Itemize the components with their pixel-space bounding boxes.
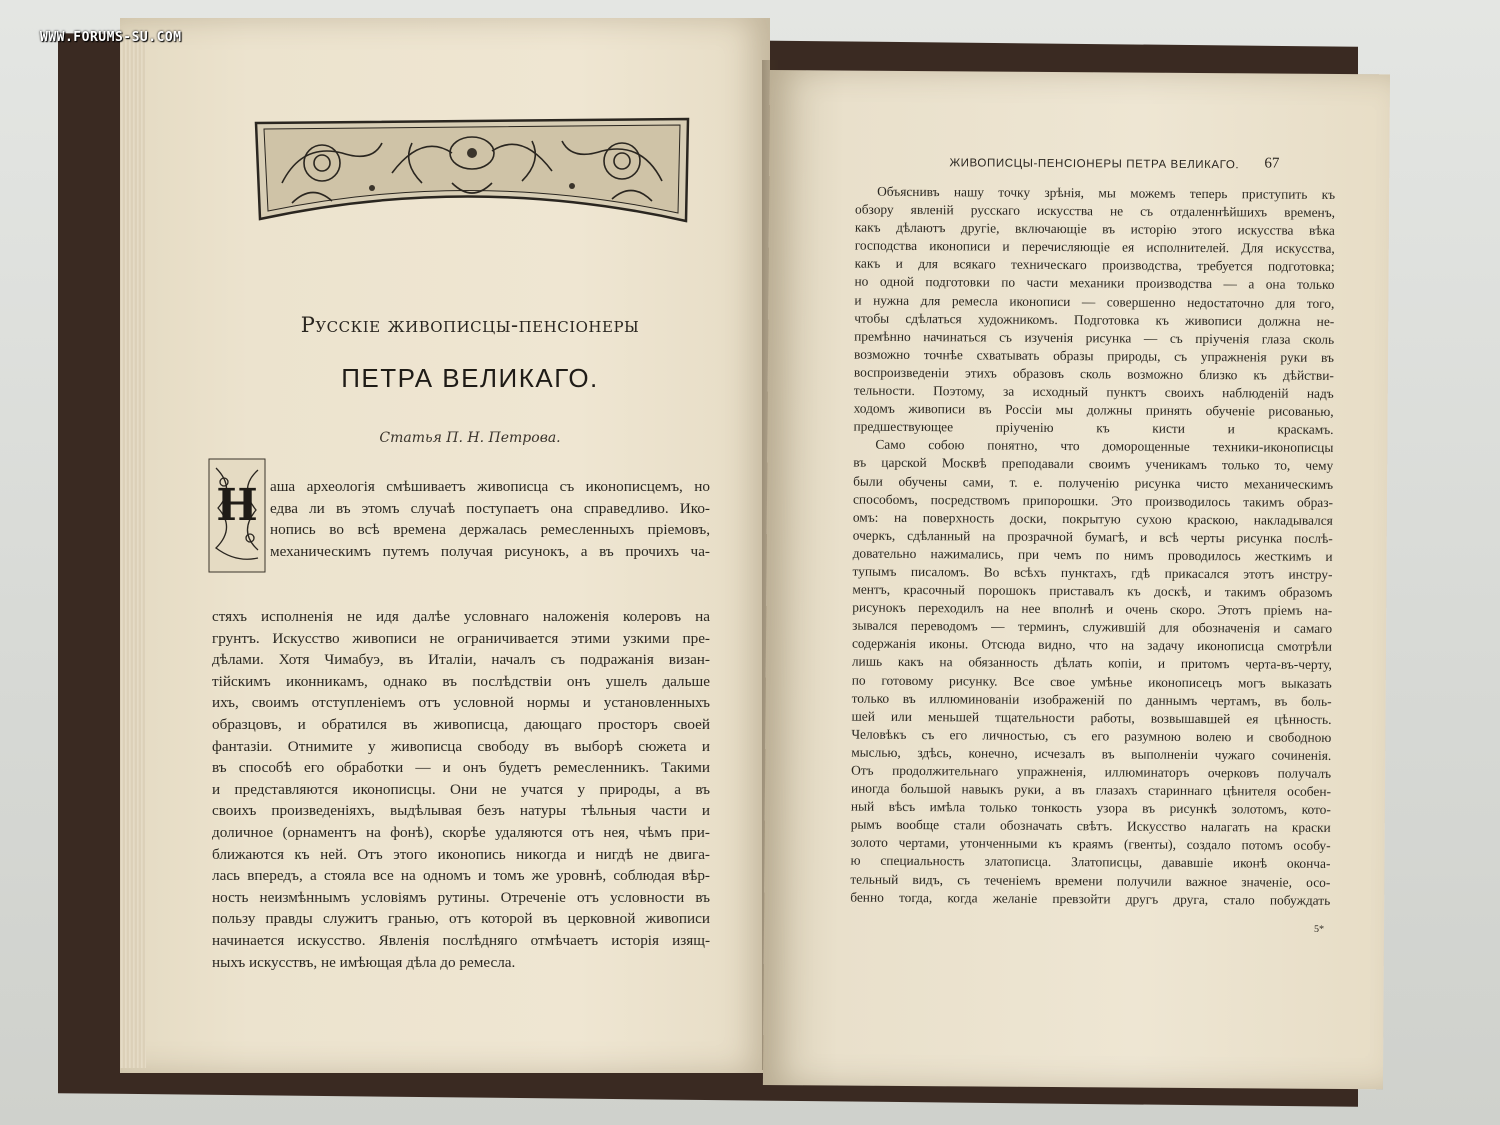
text-line: какъ и для всякаго техническаго производства, требуется подготовка; <box>854 255 1335 275</box>
text-line: золото чертами, утонченными къ краямъ (гвенты), создало потомъ особу- <box>850 834 1331 854</box>
text-line: господства иконописи и перечисляющіе ея исполнителей. Для искусства, <box>854 237 1335 257</box>
text-line: мыслью, здѣсь, конечно, исчезалъ въ выполненіи чужаго сочиненія. <box>851 744 1332 763</box>
text-line: ность неизмѣннымъ условіямъ рутины. Отреченіе отъ условности въ <box>212 888 710 906</box>
page-edges <box>120 38 146 1068</box>
article-title-line2: ПЕТРА ВЕЛИКАГО. <box>341 363 599 393</box>
intro-text-block <box>270 476 710 562</box>
right-text-block <box>850 183 1335 910</box>
text-line: были обучены сами, т. е. полученію рисунка чисто механическимъ <box>853 473 1334 492</box>
article-byline: Статья П. Н. Петрова. <box>379 430 561 446</box>
text-line: нопись во всѣ времена держалась ремесленныхъ пріемовъ, <box>270 521 710 539</box>
signature-mark: 5* <box>1313 923 1325 935</box>
text-line: стяхъ исполненія не идя далѣе условнаго наложенія колеровъ на <box>212 608 710 625</box>
watermark: WWW.FORUMS-SU.COM <box>40 30 182 45</box>
text-line: начинается искусство. Явленія послѣдняго отмѣчаетъ исторія изящ- <box>212 931 710 949</box>
text-line: аша археологія смѣшиваетъ живописца съ иконописцемъ, но <box>270 478 710 495</box>
text-line: и представляются иконописцы. Они не учатся у природы, а въ <box>212 780 710 798</box>
article-title-line1: Русскіе живописцы-пенсіонеры <box>300 313 640 337</box>
text-line: зывался переводомъ — терминъ, служившій для обозначенія и самаго <box>852 617 1333 637</box>
text-line: ныхъ искусствъ, не имѣющая дѣла до ремесла. <box>212 953 516 971</box>
text-line: ихъ, своимъ отступленіемъ отъ условной нормы и установленныхъ <box>212 694 710 712</box>
text-line: лась впередъ, а стояла все на одномъ и томъ же уровнѣ, соблюдая вѣр- <box>212 867 710 885</box>
text-line: иногда большой навыкъ руки, а въ глазахъ стариннаго цѣнителя особен- <box>850 780 1332 800</box>
text-line: тупымъ писаломъ. Во всѣхъ пунктахъ, гдѣ прикасался этотъ инстру- <box>852 563 1333 582</box>
text-line: Объяснивъ нашу точку зрѣнія, мы можемъ теперь приступить къ <box>877 183 1336 202</box>
text-line: рымъ вообще стали обозначать свѣтъ. Искусство налагать на краски <box>850 816 1331 836</box>
text-line: своихъ произведеніяхъ, выдѣлывая безъ натуры тѣльныя части и <box>212 802 710 820</box>
text-line: ный вѣсъ имѣла только тонкость узора въ рисункѣ золотомъ, кото- <box>850 798 1331 818</box>
running-head: ЖИВОПИСЦЫ-ПЕНСІОНЕРЫ ПЕТРА ВЕЛИКАГО. <box>949 157 1240 172</box>
text-line: способомъ, посредствомъ припорошки. Это производилось такимъ образ- <box>852 491 1334 510</box>
text-line: пользу правды служитъ гранью, отъ которой въ церковной живописи <box>212 910 710 928</box>
text-line: тійскимъ иконникамъ, однако въ послѣдствіи онъ ушелъ дальше <box>212 672 710 690</box>
text-line: какъ дѣлаютъ другіе, включающіе въ исторію этого искусства вѣка <box>854 219 1335 239</box>
main-text-block <box>212 606 710 973</box>
text-line: очеркъ, сдѣланный на прозрачной бумагѣ, и всѣ черты рисунка послѣ- <box>852 527 1333 546</box>
text-line: образцовъ, и обратился въ живописца, дающаго просторъ своей <box>212 715 710 733</box>
text-line: Отъ продолжительнаго упражненія, иллюминаторъ очерковъ получалъ <box>851 762 1332 781</box>
text-line: премѣнно начинаться съ изученія рисунка — съ пріученія глаза сколь <box>854 328 1335 347</box>
text-line: по готовому рисунку. Все свое умѣнье иконописецъ могъ выказать <box>851 672 1332 691</box>
text-line: шей или меньшей тщательности работы, возвышавшей ея цѣнность. <box>851 708 1332 727</box>
page-number: 67 <box>1264 155 1280 172</box>
text-line: Человѣкъ съ его личностью, съ его разумною волею и свободною <box>851 726 1332 745</box>
text-line: ходомъ живописи въ Россіи мы должны принять обученіе рисованью, <box>853 400 1334 420</box>
text-line: омъ: на поверхность доски, покрытую сухою краскою, накладывался <box>852 509 1333 528</box>
text-line: тельный видъ, съ теченіемъ времени получили важное значеніе, осо- <box>850 871 1331 890</box>
text-line: доличное (орнаментъ на фонѣ), скорѣе удаляются отъ нея, чѣмъ при- <box>212 823 710 841</box>
text-line: тельности. Поэтому, за исходный пунктъ своихъ наблюденій надъ <box>853 382 1334 401</box>
text-line: ментъ, красочный порошокъ приставалъ къ доскѣ, и такимъ образомъ <box>852 581 1333 601</box>
text-line: но одной подготовки по части механики производства — а она только <box>854 274 1335 293</box>
text-line: возможно точнѣе схватывать образы природы, съ упражненія руки въ <box>853 346 1335 365</box>
text-line: лишь какъ на обязанность дѣлать копіи, и притомъ черта-въ-черту, <box>851 654 1332 673</box>
text-line: и нужна для ремесла иконописи — совершенно недостаточно для того, <box>854 292 1335 311</box>
text-line: только въ иллюминованіи изображеній по даннымъ чертамъ, въ боль- <box>851 690 1332 709</box>
text-line: Само собою понятно, что доморощенные техники-иконописцы <box>875 437 1334 456</box>
left-page <box>120 18 770 1073</box>
text-line: механическимъ путемъ получая рисунокъ, а въ прочихъ ча- <box>270 542 710 560</box>
text-line: въ способѣ его обработки — и онъ будетъ ремесленникъ. Такими <box>212 759 710 777</box>
text-line: ближаются къ ней. Отъ этого иконопись никогда и нигдѣ не двига- <box>212 845 710 863</box>
text-line: бенно тогда, когда желаніе превзойти другъ друга, стало побуждать <box>850 889 1331 908</box>
text-line: въ царской Москвѣ преподавали своимъ ученикамъ только то, чему <box>853 454 1334 474</box>
text-line: дѣлами. Хотя Чимабуэ, въ Италіи, началъ съ подражанія визан- <box>212 651 710 669</box>
text-line: чтобы сдѣлаться художникомъ. Подготовка къ живописи должна не- <box>854 310 1335 329</box>
text-line: предшествующее пріученію къ кисти и краскамъ. <box>853 418 1334 438</box>
text-line: рисунокъ переходилъ на нее вполнѣ и очень скоро. Этотъ пріемъ на- <box>852 599 1333 619</box>
headpiece-ornament <box>252 113 692 225</box>
text-line: воспроизведеніи этихъ образовъ сколь возможно близко къ дѣйстви- <box>853 364 1334 383</box>
text-line: обзору явленій русскаго искусства не съ отдаленнѣйшихъ временъ, <box>854 201 1336 221</box>
text-line: фантазіи. Отнимите у живописца свободу въ выборѣ сюжета и <box>212 737 710 755</box>
text-line: грунтъ. Искусство живописи не ограничивается этими узкими пре- <box>212 629 710 647</box>
text-line: содержанія иконы. Отсюда видно, что на задачу иконописца смотрѣли <box>851 635 1333 655</box>
text-line: едва ли въ этомъ случаѣ поступаетъ она справедливо. Ико- <box>270 499 710 517</box>
text-line: ю специальность златописца. Златописцы, дававшіе иконѣ оконча- <box>850 853 1331 872</box>
right-page <box>763 70 1390 1089</box>
text-line: довательно нажимались, при чемъ по нимъ проводилось жесткимъ и <box>852 545 1333 564</box>
drop-cap-letter: Н <box>216 480 258 531</box>
drop-cap-ornament <box>208 458 266 573</box>
